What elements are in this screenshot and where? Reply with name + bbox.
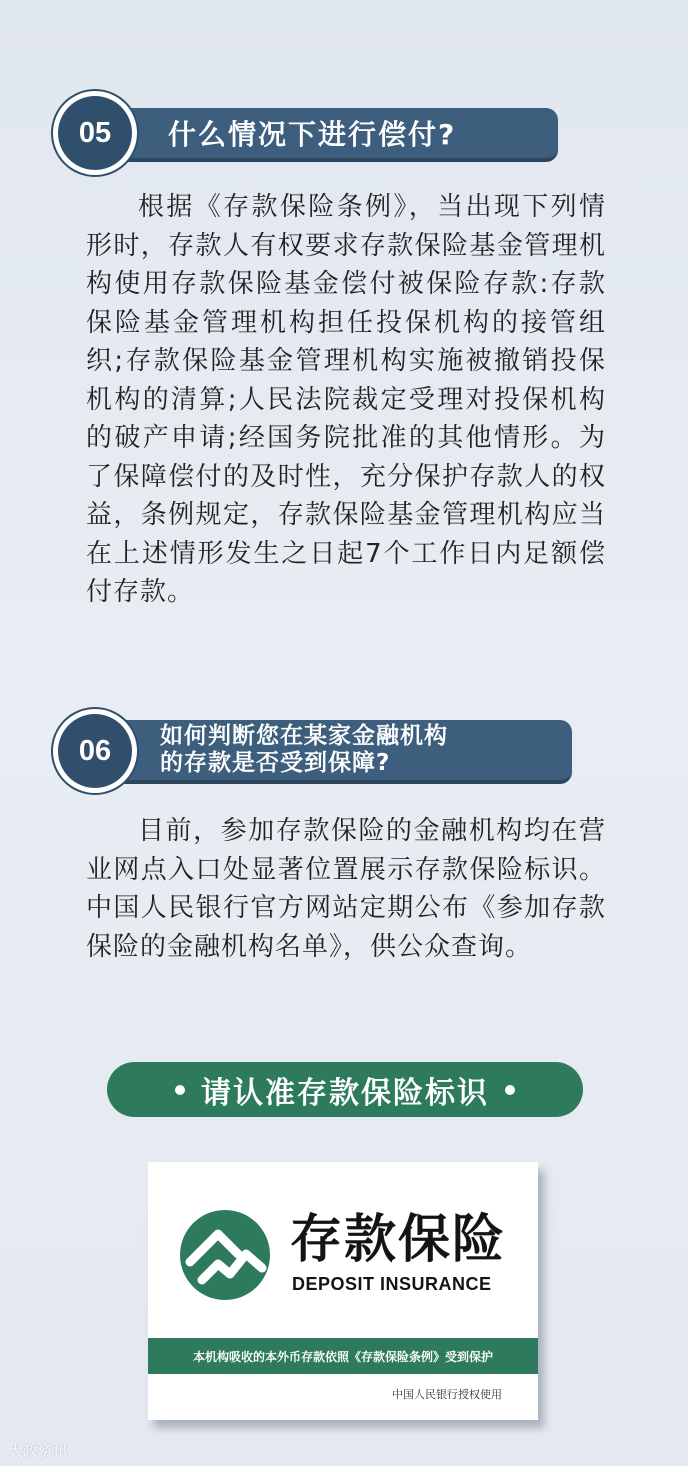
section-06-title-line-1: 如何判断您在某家金融机构 [160,723,448,749]
deposit-insurance-logo-card [148,1162,538,1420]
bullet-dot-icon [175,1085,185,1095]
bullet-dot-icon [505,1085,515,1095]
banner-label: 请认准存款保险标识 [201,1075,489,1111]
watermark: 大政资讯 [8,1442,69,1460]
brand-name-english: DEPOSIT INSURANCE [292,1274,492,1294]
section-05-title-bar [116,108,558,162]
section-06-title [160,723,448,777]
protection-notice-band [148,1338,538,1374]
section-06-paragraph: 目前，参加存款保险的金融机构均在营业网点入口处显著位置展示存款保险标识。中国人民银行官方网站定期公布《参加存款保险的金融机构名单》，供公众查询。 [86,816,606,962]
section-05-number-badge: 05 [58,96,132,170]
brand-name-chinese: 存款保险 [290,1210,507,1270]
section-05-title: 什么情况下进行偿付? [168,118,457,151]
authorization-note: 中国人民银行授权使用 [392,1388,502,1401]
section-06-title-bar [116,720,572,784]
section-05-header [58,96,508,176]
section-06-header [58,714,518,794]
protection-notice-text: 本机构吸收的本外币存款依照《存款保险条例》受到保护 [192,1349,493,1364]
deposit-insurance-banner [107,1062,583,1117]
deposit-insurance-logo-icon [180,1210,270,1300]
section-05-paragraph: 根据《存款保险条例》，当出现下列情形时，存款人有权要求存款保险基金管理机构使用存款保险基金偿付被保险存款:存款保险基金管理机构担任投保机构的接管组织;存款保险基金管理机构实施被撤销投保机构的清算;人民法院裁定受理对投保机构的破产申请;经国务院批准的其他情形。为了保障偿付的及时性，充分保护存款人的权益，条例规定，存款保险基金管理机构应当在上述情形发生之日起7个工作日内足额偿付存款。 [86,192,606,607]
section-06-number-badge: 06 [58,714,132,788]
section-06-title-line-2: 的存款是否受到保障? [160,750,391,776]
